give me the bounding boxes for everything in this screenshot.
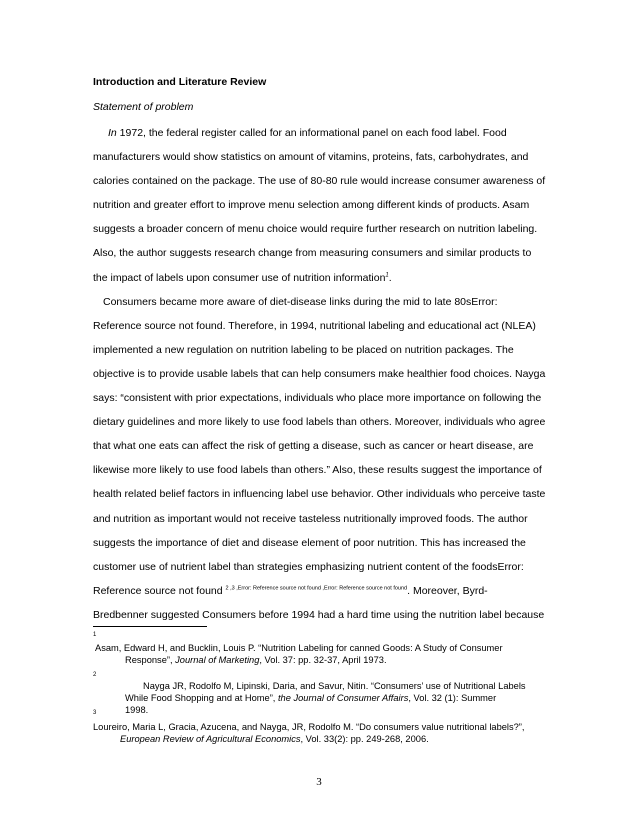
paragraph2-line: Consumers became more aware of diet-disease links during the mid to late 80sError: [103, 295, 498, 308]
footnote-2-line3: 1998. [125, 705, 149, 715]
paragraph2-line: health related belief factors in influencing label use behavior. Other individuals who perceive taste [93, 488, 546, 501]
paragraph1-line: nutrition and greater effort to improve menu selection among different kinds of products. Asam [93, 199, 530, 212]
footnote-1-journal: Journal of Marketing [175, 655, 260, 665]
footnote-2-text-end: , Vol. 32 (1): Summer [408, 693, 497, 703]
paragraph2-line [93, 579, 545, 603]
footnote-3-text-end: , Vol. 33(2): pp. 249-268, 2006. [300, 734, 429, 744]
footnote-number-3: 3 [93, 710, 97, 716]
reference-line-start: Reference source not found [93, 584, 226, 597]
paragraph1-line: calories contained on the package. The use of 80-80 rule would increase consumer awareness of [93, 175, 546, 188]
paragraph2-line: says: “consistent with prior expectations, individuals who place more importance on following the [93, 392, 542, 405]
footnote-3-journal: European Review of Agricultural Economics [120, 734, 301, 744]
paragraph1-last-end: . [388, 271, 392, 284]
paragraph2-line: implemented a new regulation on nutrition labeling to be placed on nutrition packages. The [93, 343, 514, 356]
paragraph2-line: dietary guidelines and more likely to use food labels than others. Moreover, individuals who agree [93, 416, 546, 429]
paragraph2-line: Reference source not found. Therefore, in 1994, nutritional labeling and educational act (NLEA) [93, 319, 536, 332]
paragraph2-line: that what one eats can affect the risk of getting a disease, such as cancer or heart disease, are [93, 440, 534, 453]
footnote-1-line1: Asam, Edward H, and Bucklin, Louis P. “Nutrition Labeling for canned Goods: A Study of Consumer [95, 643, 503, 653]
footnote-2-line2 [93, 692, 526, 704]
footnote-refs-superscript[interactable]: 2 ,3 ,Error: Reference source not found ,Error: Reference source not found [225, 585, 408, 592]
reference-line-end: . Moreover, Byrd- [407, 584, 488, 597]
footnote-1 [93, 642, 503, 666]
page-number: 3 [316, 776, 322, 788]
section-subheading: Statement of problem [93, 101, 194, 113]
footnote-2-text: While Food Shopping and at Home”, [125, 693, 278, 703]
footnote-2-line1: Nayga JR, Rodolfo M, Lipinski, Daria, and Savur, Nitin. “Consumers’ use of Nutritional Labels [143, 681, 526, 691]
section-heading: Introduction and Literature Review [93, 76, 267, 88]
paragraph2-line: objective is to provide usable labels that can help consumers make healthier food choices. Nayga [93, 367, 546, 380]
footnote-3 [93, 721, 524, 745]
paragraph2-line: Bredbenner suggested Consumers before 1994 had a hard time using the nutrition label because [93, 608, 545, 621]
footnote-2 [93, 680, 526, 716]
footnote-separator [93, 626, 207, 627]
paragraph2-line: customer use of nutrient label than strategies emphasizing nutrient content of the foodsError: [93, 560, 524, 573]
paragraph2-line: likewise more likely to use food labels than others.” Also, these results suggest the importance of [93, 464, 542, 477]
footnote-ref-1[interactable]: 1 [385, 272, 389, 279]
footnote-3-line2 [93, 733, 524, 745]
paragraph1-line-text: 1972, the federal register called for an informational panel on each food label. Food [116, 127, 507, 139]
paragraph1-line: Also, the author suggests research change from measuring consumers and similar products to [93, 247, 532, 260]
footnote-2-journal: the Journal of Consumer Affairs [277, 693, 409, 703]
footnote-3-line1: Loureiro, Maria L, Gracia, Azucena, and Nayga, JR, Rodolfo M. “Do consumers value nutritional labels?”, [93, 722, 525, 732]
paragraph1-line: manufacturers would show statistics on amount of vitamins, proteins, fats, carbohydrates, and [93, 151, 529, 164]
footnote-1-text: Response”, [125, 655, 176, 665]
footnote-1-text-end: , Vol. 37: pp. 32-37, April 1973. [259, 655, 387, 665]
body-text [93, 121, 545, 627]
paragraph2-line: and nutrition as important would not receive tasteless nutritionally improved foods. The author [93, 512, 528, 525]
paragraph2-line: suggests the importance of diet and disease element of poor nutrition. This has increased the [93, 536, 526, 549]
footnote-number-1: 1 [93, 632, 97, 638]
paragraph1-lead-word: In [108, 127, 117, 139]
paragraph1-line: suggests a broader concern of menu choice would require further research on nutrition labeling. [93, 223, 538, 236]
footnote-number-2: 2 [93, 672, 97, 678]
paragraph1-line [93, 121, 545, 145]
footnote-1-line2 [93, 654, 503, 666]
paragraph1-line [93, 266, 545, 290]
paragraph1-last-text: the impact of labels upon consumer use of nutrition information [93, 271, 386, 284]
